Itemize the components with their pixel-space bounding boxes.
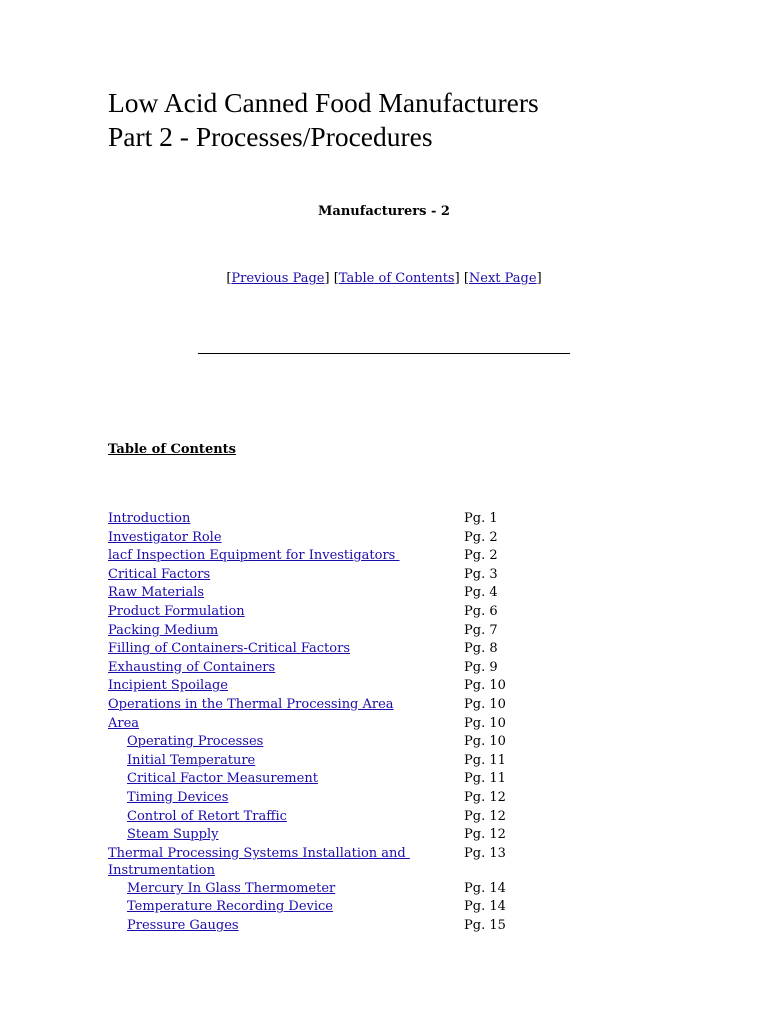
toc-entry-link[interactable]: Mercury In Glass Thermometer: [127, 880, 336, 896]
toc-entry-link[interactable]: Area: [108, 715, 140, 731]
toc-entry: [108, 715, 528, 734]
toc-entry-page: Pg. 7: [464, 622, 498, 638]
toc-entry-link[interactable]: Filling of Containers-Critical Factors: [108, 641, 350, 657]
toc-entry-link[interactable]: lacf Inspection Equipment for Investigators: [108, 548, 400, 564]
toc-entry: [108, 584, 528, 603]
nav-bracket-close: ]: [536, 271, 542, 286]
toc-entry-page: Pg. 3: [464, 566, 498, 582]
toc-entry: [108, 659, 528, 678]
toc-subentry: [108, 898, 528, 917]
nav-separator: ] [: [454, 271, 469, 286]
toc-entry-link[interactable]: Raw Materials: [108, 585, 205, 601]
toc-entry-page: Pg. 12: [464, 827, 506, 843]
toc-entry-page: Pg. 15: [464, 917, 506, 933]
toc-subentry: [108, 752, 528, 771]
document-subtitle: Manufacturers - 2: [318, 204, 450, 219]
next-page-link[interactable]: Next Page: [468, 271, 537, 286]
toc-entry-link[interactable]: Temperature Recording Device: [127, 899, 334, 915]
toc-subentry: [108, 808, 528, 827]
toc-entry-page: Pg. 11: [464, 771, 506, 787]
toc-entry-page: Pg. 13: [464, 845, 506, 861]
toc-entry-link[interactable]: Control of Retort Traffic: [127, 808, 287, 824]
toc-entry-page: Pg. 1: [464, 511, 498, 526]
toc-entry-link-line-2: Instrumentation: [108, 862, 215, 878]
toc-entry-link[interactable]: Operations in the Thermal Processing Area: [108, 696, 394, 712]
toc-entry: [108, 603, 528, 622]
toc-entry: [108, 547, 528, 566]
toc-entry-link[interactable]: Incipient Spoilage: [108, 678, 228, 694]
toc-entry: [108, 696, 528, 715]
toc-entry-link[interactable]: Pressure Gauges: [127, 917, 239, 933]
page-navigation: [0, 271, 768, 286]
toc-subentry: [108, 770, 528, 789]
toc-entry-page: Pg. 10: [464, 696, 506, 712]
toc-entry-page: Pg. 4: [464, 585, 498, 601]
toc-entry-page: Pg. 2: [464, 548, 498, 564]
toc-entry: [108, 845, 528, 880]
toc-subentry: [108, 826, 528, 845]
toc-entry-page: Pg. 12: [464, 789, 506, 805]
toc-entry-link-line-1: Thermal Processing Systems Installation and: [108, 845, 410, 861]
toc-entry-page: Pg. 11: [464, 752, 506, 768]
toc-entry-page: Pg. 14: [464, 880, 506, 896]
toc-entry-page: Pg. 10: [464, 678, 506, 694]
toc-entry-link[interactable]: Investigator Role: [108, 529, 222, 545]
toc-subentry: [108, 917, 528, 936]
toc-heading: Table of Contents: [108, 442, 236, 457]
toc-entry-page: Pg. 10: [464, 734, 506, 750]
horizontal-divider: [198, 353, 570, 354]
toc-entry: [108, 529, 528, 548]
toc-entry-link[interactable]: Product Formulation: [108, 603, 245, 619]
toc-entry-link[interactable]: Introduction: [108, 511, 191, 526]
toc-entry-page: Pg. 6: [464, 603, 498, 619]
toc-entry-link[interactable]: Packing Medium: [108, 622, 219, 638]
toc-subentry: [108, 880, 528, 899]
page-title: [108, 86, 728, 154]
toc-entry-link[interactable]: Initial Temperature: [127, 752, 256, 768]
toc-entry-page: Pg. 12: [464, 808, 506, 824]
toc-entry: [108, 510, 528, 529]
nav-separator: ] [: [324, 271, 339, 286]
table-of-contents-link[interactable]: Table of Contents: [338, 271, 455, 286]
toc-entry-link[interactable]: Critical Factor Measurement: [127, 771, 318, 787]
toc-entry-link[interactable]: Operating Processes: [127, 734, 264, 750]
previous-page-link[interactable]: Previous Page: [231, 271, 325, 286]
toc-entry-page: Pg. 8: [464, 641, 498, 657]
toc-entry-page: Pg. 2: [464, 529, 498, 545]
toc-entry-link[interactable]: [108, 845, 408, 879]
toc-entry: [108, 566, 528, 585]
toc-entry: [108, 622, 528, 641]
toc-subentry: [108, 733, 528, 752]
toc-entry-page: Pg. 14: [464, 899, 506, 915]
toc-subentry: [108, 789, 528, 808]
toc-entry-link[interactable]: Exhausting of Containers: [108, 659, 276, 675]
nav-bracket-open: [: [226, 271, 232, 286]
toc-entry-link[interactable]: Steam Supply: [127, 827, 219, 843]
toc-entry: [108, 640, 528, 659]
toc-entry-page: Pg. 9: [464, 659, 498, 675]
toc-entry-page: Pg. 10: [464, 715, 506, 731]
toc-entry-link[interactable]: Timing Devices: [127, 789, 229, 805]
title-line-2: Part 2 - Processes/Procedures: [108, 121, 433, 152]
toc-entry-link[interactable]: Critical Factors: [108, 566, 211, 582]
toc-entry: [108, 677, 528, 696]
title-line-1: Low Acid Canned Food Manufacturers: [108, 87, 539, 118]
toc-list: [108, 510, 528, 935]
